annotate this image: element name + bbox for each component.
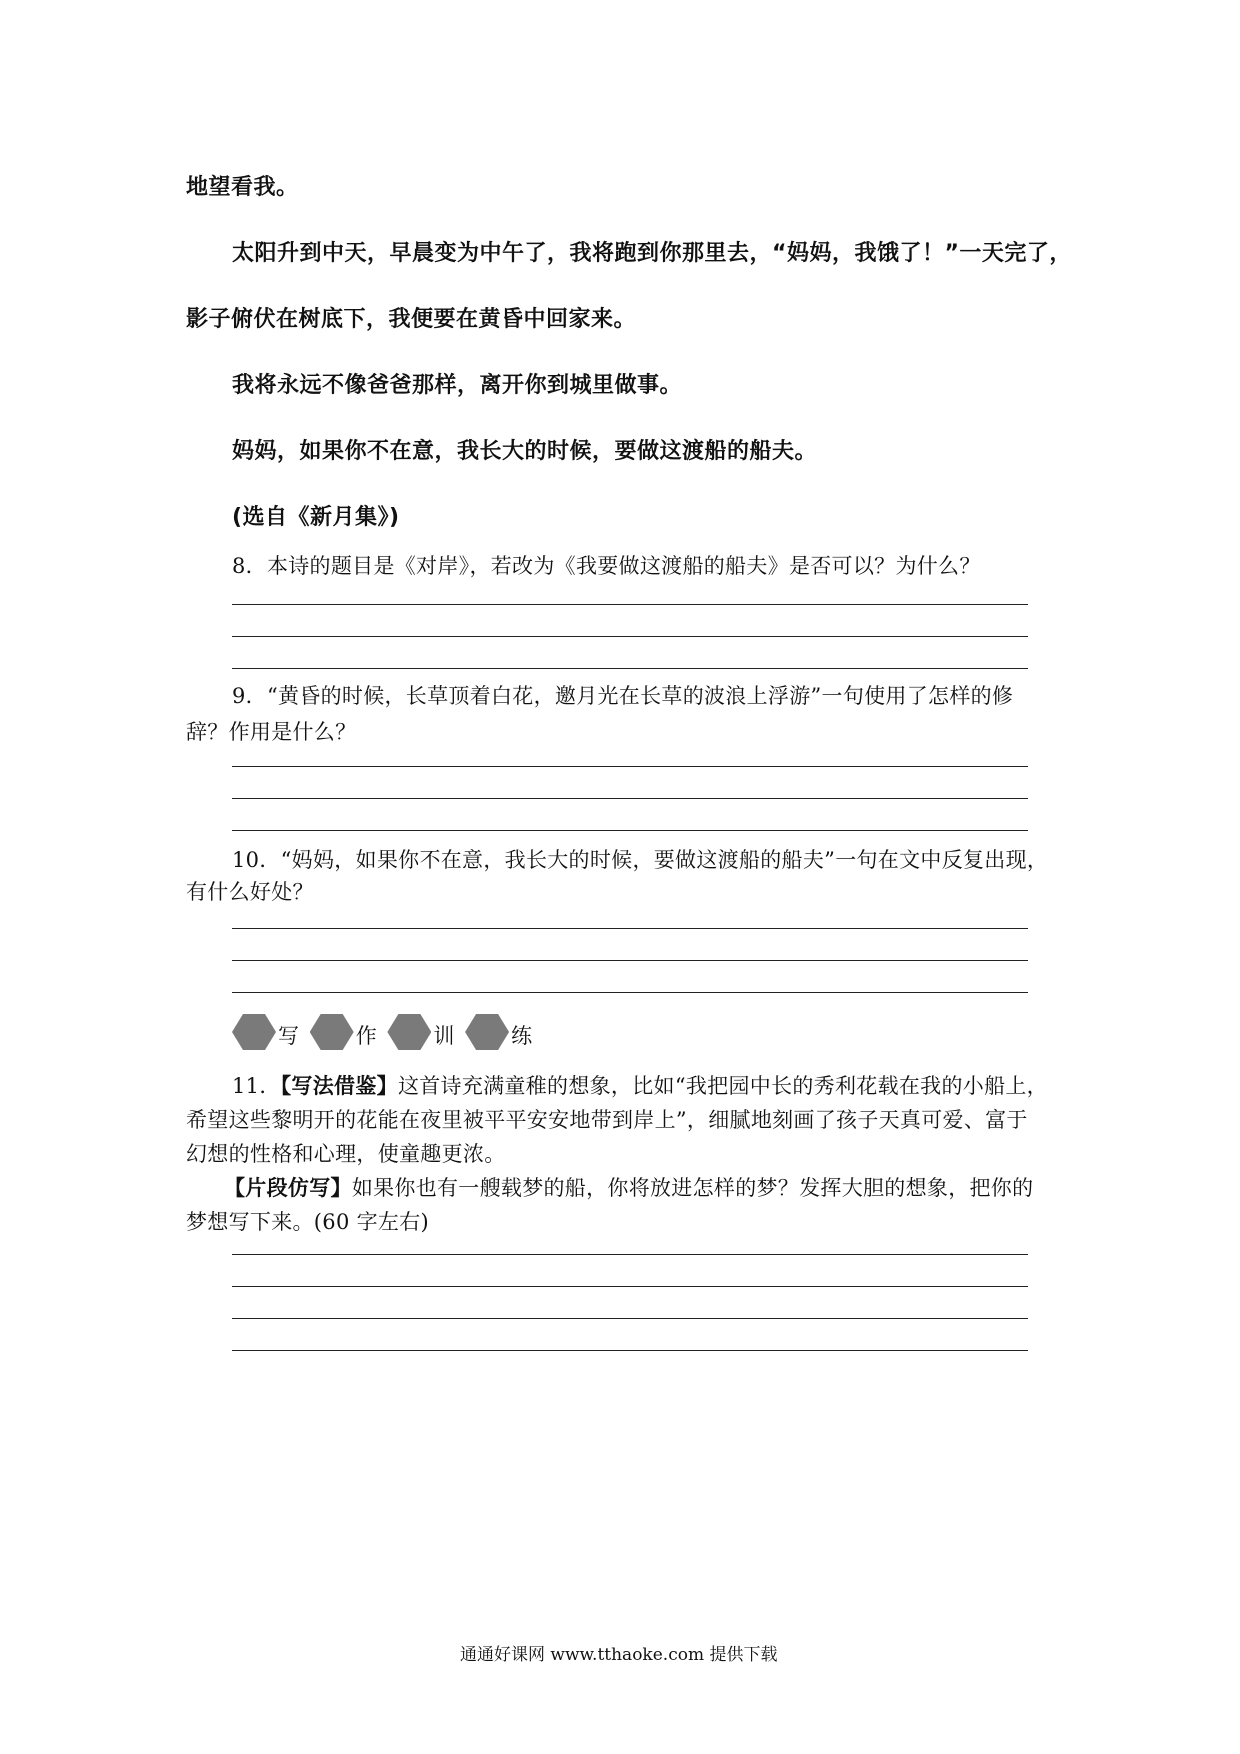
hexagon-icon xyxy=(387,1014,431,1050)
answer-line[interactable] xyxy=(232,798,1028,799)
footer-source: 通通好课网 www.tthaoke.com 提供下载 xyxy=(460,1645,778,1665)
answer-line[interactable] xyxy=(232,928,1028,929)
hexagon-icon xyxy=(232,1014,276,1050)
question-10-line-1: 10．“妈妈，如果你不在意，我长大的时候，要做这渡船的船夫”一句在文中反复出现， xyxy=(232,848,1049,872)
answer-line[interactable] xyxy=(232,636,1028,637)
question-9-line-2: 辞？作用是什么？ xyxy=(186,720,357,744)
question-11-line-1 xyxy=(232,1070,1048,1100)
q11-number: 11． xyxy=(232,1074,281,1098)
section-char: 写 xyxy=(278,1024,299,1048)
answer-line[interactable] xyxy=(232,1350,1028,1351)
hexagon-icon xyxy=(465,1014,509,1050)
question-8: 8．本诗的题目是《对岸》，若改为《我要做这渡船的船夫》是否可以？为什么？ xyxy=(232,554,981,578)
q11-tag-imitation-writing: 【片段仿写】 xyxy=(224,1176,352,1200)
answer-line[interactable] xyxy=(232,604,1028,605)
poem-line-2: 太阳升到中天，早晨变为中午了，我将跑到你那里去，“妈妈，我饿了！”一天完了， xyxy=(232,241,1072,266)
answer-line[interactable] xyxy=(232,1254,1028,1255)
poem-line-5: 妈妈，如果你不在意，我长大的时候，要做这渡船的船夫。 xyxy=(232,439,818,464)
poem-line-1: 地望看我。 xyxy=(186,175,299,200)
q11-tag-writing-reference: 【写法借鉴】 xyxy=(280,1074,398,1098)
q11-text: 如果你也有一艘载梦的船，你将放进怎样的梦？发挥大胆的想象，把你的 xyxy=(351,1176,1034,1200)
question-11-line-2: 希望这些黎明开的花能在夜里被平平安安地带到岸上”，细腻地刻画了孩子天真可爱、富于 xyxy=(186,1108,1028,1132)
answer-line[interactable] xyxy=(232,960,1028,961)
question-10-line-2: 有什么好处？ xyxy=(186,880,314,904)
question-11-line-3: 幻想的性格和心理，使童趣更浓。 xyxy=(186,1142,506,1166)
section-char: 训 xyxy=(433,1024,455,1048)
hexagon-icon xyxy=(310,1014,354,1050)
answer-line[interactable] xyxy=(232,766,1028,767)
answer-line[interactable] xyxy=(232,1318,1028,1319)
section-header-writing xyxy=(232,1014,536,1050)
question-11-line-5: 梦想写下来。(60 字左右) xyxy=(186,1210,429,1234)
section-char: 练 xyxy=(511,1024,533,1048)
answer-line[interactable] xyxy=(232,830,1028,831)
answer-line[interactable] xyxy=(232,992,1028,993)
question-11-line-4 xyxy=(224,1172,1033,1202)
answer-line[interactable] xyxy=(232,1286,1028,1287)
section-char: 作 xyxy=(355,1024,377,1048)
poem-line-3: 影子俯伏在树底下，我便要在黄昏中回家来。 xyxy=(186,307,637,332)
answer-line[interactable] xyxy=(232,668,1028,669)
poem-source: (选自《新月集》) xyxy=(232,505,400,530)
question-9-line-1: 9．“黄昏的时候，长草顶着白花，邀月光在长草的波浪上浮游”一句使用了怎样的修 xyxy=(232,684,1014,708)
poem-line-4: 我将永远不像爸爸那样，离开你到城里做事。 xyxy=(232,373,683,398)
q11-text: 这首诗充满童稚的想象，比如“我把园中长的秀利花载在我的小船上， xyxy=(397,1074,1048,1098)
